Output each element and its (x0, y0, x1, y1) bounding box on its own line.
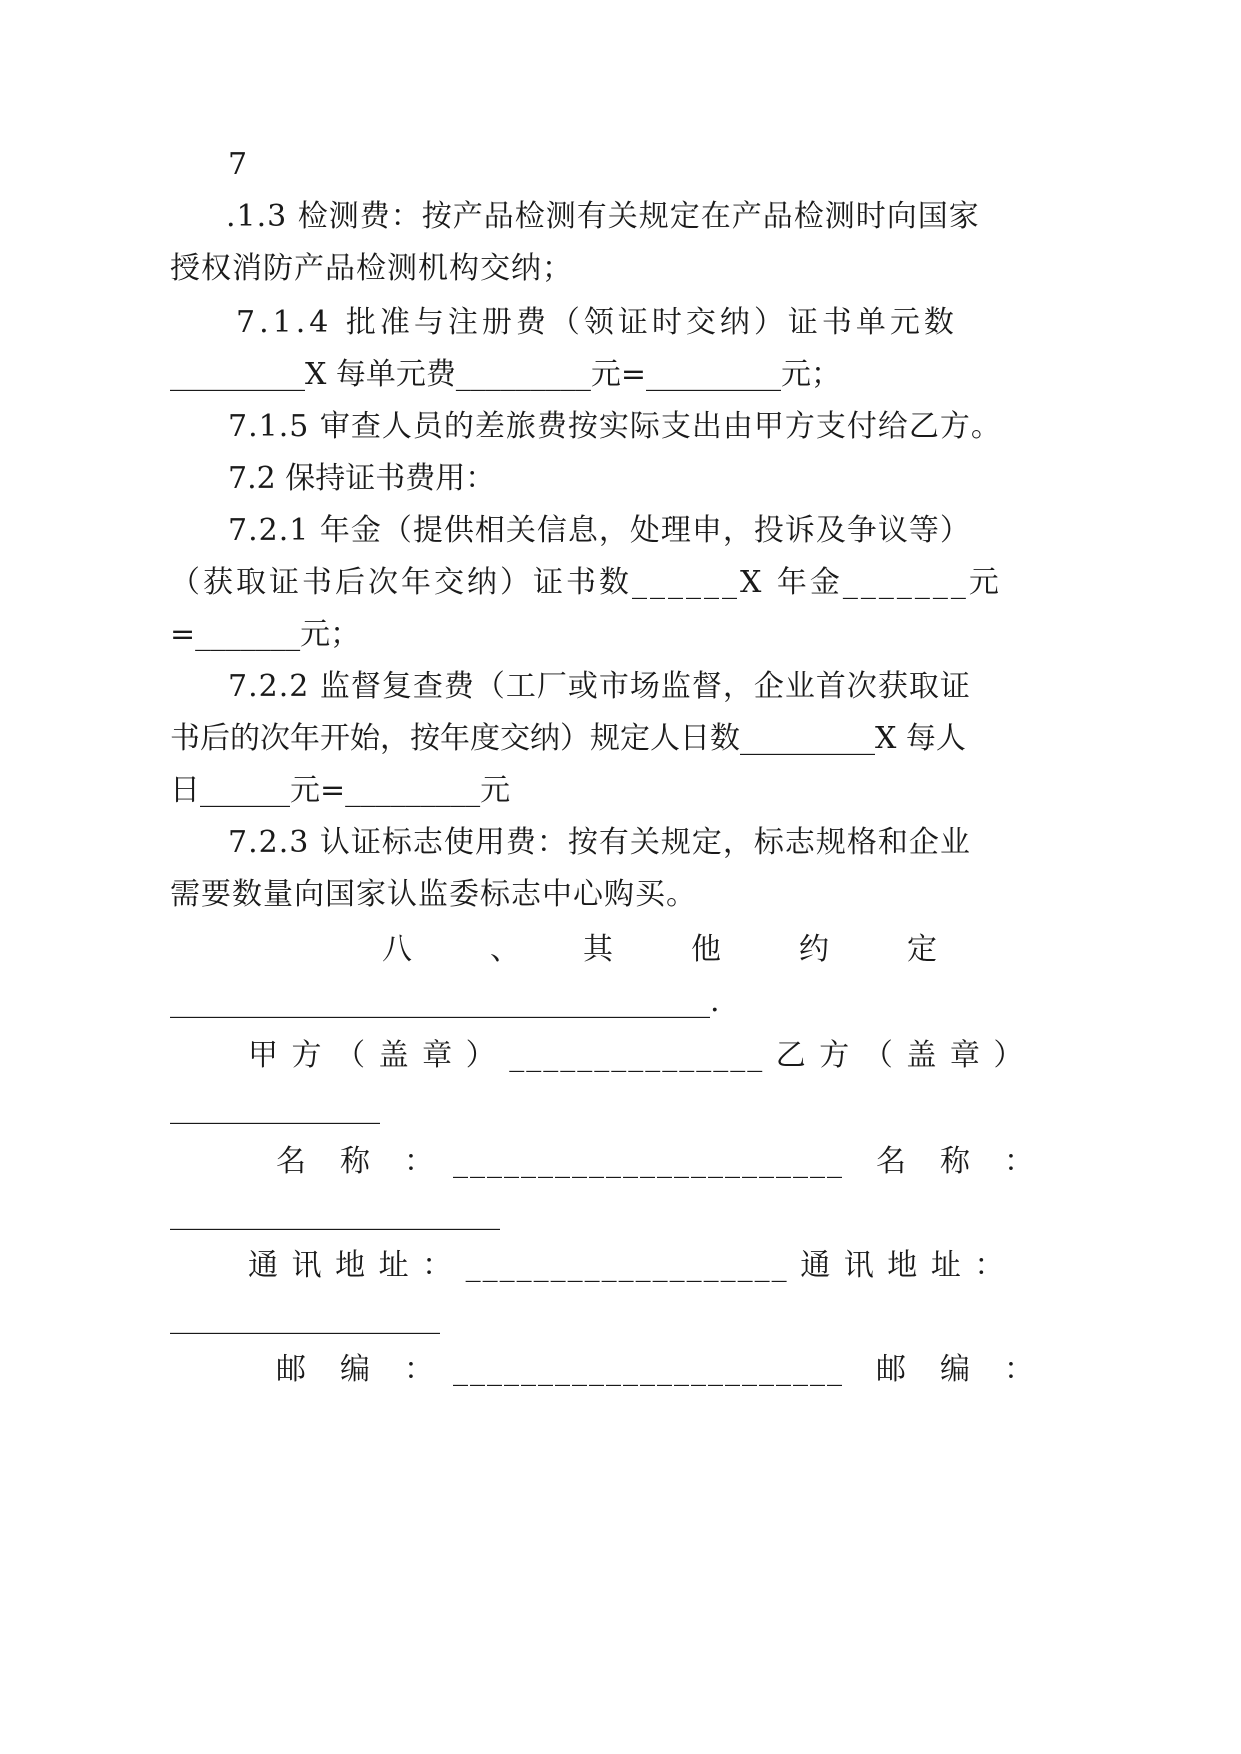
signature-line: ______________________ (170, 1196, 500, 1231)
text-line: .1.3 检测费：按产品检测有关规定在产品检测时向国家 (226, 199, 980, 234)
text-line: 需要数量向国家认监委标志中心购买。 (170, 877, 697, 912)
text-line: _________X 每单元费_________元=_________元； (170, 357, 842, 392)
text-line: 7.2.2 监督复查费（工厂或市场监督，企业首次获取证 (228, 669, 971, 704)
section-heading: 八 、 其 他 约 定 (382, 932, 943, 967)
text-line: =_______元； (170, 617, 361, 652)
text-line: 7.1.5 审查人员的差旅费按实际支出由甲方支付给乙方。 (228, 409, 1002, 444)
text-line: 7.2 保持证书费用： (228, 461, 496, 496)
signature-line: 通 讯 地 址 ： ___________________ 通 讯 地 址 ： (248, 1248, 1007, 1283)
text-line: 日______元=_________元 (170, 773, 511, 808)
text-line: 授权消防产品检测机构交纳； (170, 251, 573, 286)
text-line: 7 (228, 147, 248, 182)
text-line: 书后的次年开始，按年度交纳）规定人日数_________X 每人 (170, 721, 966, 756)
text-line: 7.1.4 批准与注册费（领证时交纳）证书单元数 (236, 305, 958, 340)
text-line: 7.2.1 年金（提供相关信息，处理申，投诉及争议等） (228, 513, 971, 548)
signature-line: ______________ (170, 1090, 380, 1125)
signature-line: 名 称 ： _______________________ 名 称 ： (276, 1144, 1036, 1179)
signature-line: 甲 方 （ 盖 章 ） _______________ 乙 方 （ 盖 章 ） (248, 1038, 1026, 1073)
signature-line: __________________ (170, 1300, 440, 1335)
text-line: （获取证书后次年交纳）证书数______X 年金_______元 (170, 565, 1002, 600)
text-line: 7.2.3 认证标志使用费：按有关规定，标志规格和企业 (228, 825, 971, 860)
text-line: ____________________________________. (170, 984, 720, 1019)
signature-line: 邮 编 ： _______________________ 邮 编 ： (276, 1352, 1036, 1387)
